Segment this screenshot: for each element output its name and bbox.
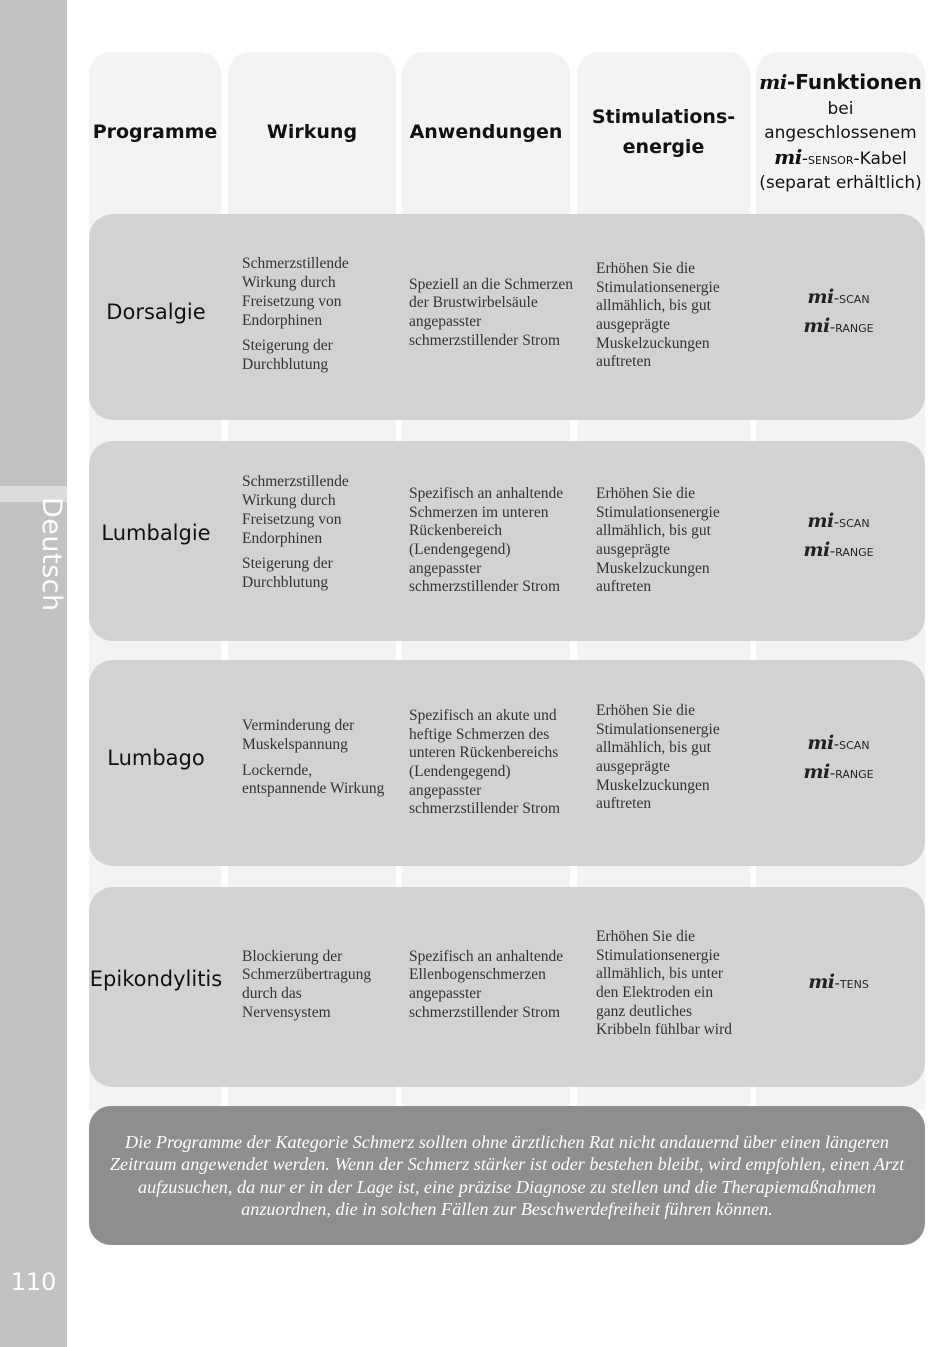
warning-note-text: Die Programme der Kategorie Schmerz sollten ohne ärztlichen Rat nicht andauernd über einen längeren Zeitraum angewendet werden. Wenn der Schmerz stärker ist oder bestehen bleibt, wird empfohlen, einen Arzt aufzusuchen, da nur er in der Lage ist, eine präzise Diagnose zu stellen und die Therapiemaßnahmen anzuordnen, die in solchen Fällen zur Beschwerdefreiheit führen können. bbox=[109, 1131, 905, 1219]
mi-logo-icon: mi bbox=[803, 539, 830, 561]
mi-logo-icon: mi bbox=[807, 286, 834, 308]
mi-funktionen-cell bbox=[752, 441, 925, 631]
language-label: Deutsch bbox=[36, 496, 67, 612]
mi-logo-icon: mi bbox=[759, 70, 787, 94]
wirkung-cell: Schmerzstillende Wirkung durch Freisetzung von Endorphinen Steigerung der Durchblutung bbox=[242, 255, 349, 373]
wirkung-cell: Verminderung der Muskelspannung Lockernde, entspannende Wirkung bbox=[242, 717, 385, 798]
program-name: Lumbago bbox=[107, 746, 205, 770]
mi-logo-icon: mi bbox=[807, 510, 834, 532]
stimulationsenergie-cell: Erhöhen Sie die Stimulationsenergie allmählich, bis gut ausgeprägte Muskelzuckungen auftreten bbox=[596, 484, 720, 596]
header-stimulationsenergie-line1: Stimulations- bbox=[591, 106, 736, 128]
header-stimulationsenergie bbox=[577, 52, 750, 212]
table-row bbox=[89, 441, 925, 641]
wirkung-cell: Blockierung der Schmerzübertragung durch das Nervensystem bbox=[242, 947, 372, 1021]
header-wirkung: Wirkung bbox=[266, 121, 358, 143]
warning-note bbox=[89, 1106, 925, 1245]
sidebar bbox=[0, 0, 67, 1347]
program-name: Lumbalgie bbox=[101, 521, 211, 545]
stimulationsenergie-cell: Erhöhen Sie die Stimulationsenergie allmählich, bis gut ausgeprägte Muskelzuckungen auftreten bbox=[596, 259, 720, 371]
mi-funktionen-cell bbox=[752, 887, 925, 1077]
mi-function-item: mi-scan bbox=[807, 510, 870, 532]
mi-funktionen-cell bbox=[752, 214, 925, 410]
mi-function-item: mi-range bbox=[803, 315, 874, 337]
table-row bbox=[89, 660, 925, 866]
anwendungen-cell: Spezifisch an anhaltende Schmerzen im unteren Rückenbereich (Lendengegend) angepasster schmerzstillender Strom bbox=[409, 484, 564, 596]
program-name: Epikondylitis bbox=[89, 967, 223, 991]
mi-logo-icon: mi bbox=[803, 761, 830, 783]
mi-logo-icon: mi bbox=[803, 315, 830, 337]
mi-function-item: mi-tens bbox=[808, 970, 869, 993]
anwendungen-cell: Speziell an die Schmerzen der Brustwirbelsäule angepasster schmerzstillender Strom bbox=[409, 275, 573, 349]
mi-funktionen-cell bbox=[752, 660, 925, 856]
header-separat: (separat erhältlich) bbox=[759, 173, 922, 193]
wirkung-cell: Schmerzstillende Wirkung durch Freisetzung von Endorphinen Steigerung der Durchblutung bbox=[242, 473, 349, 591]
header-mi-funktionen-label: -Funktionen bbox=[786, 70, 922, 94]
mi-function-item: mi-range bbox=[803, 761, 874, 783]
header-anwendungen: Anwendungen bbox=[409, 121, 563, 143]
table-row bbox=[89, 214, 925, 420]
stimulationsenergie-cell: Erhöhen Sie die Stimulationsenergie allmählich, bis gut ausgeprägte Muskelzuckungen auftreten bbox=[596, 701, 720, 813]
anwendungen-cell: Spezifisch an akute und heftige Schmerzen des unteren Rückenbereichs (Lendengegend) angepasster schmerzstillender Strom bbox=[409, 706, 561, 818]
stimulationsenergie-cell: Erhöhen Sie die Stimulationsenergie allmählich, bis unter den Elektroden ein ganz deutliches Kribbeln fühlbar wird bbox=[596, 927, 733, 1039]
table-row bbox=[89, 887, 925, 1087]
header-mi-funktionen-title bbox=[759, 67, 922, 97]
program-name: Dorsalgie bbox=[106, 300, 206, 324]
mi-logo-icon: mi bbox=[808, 970, 835, 993]
header-angeschlossenem: angeschlossenem bbox=[764, 123, 917, 143]
header-mi-funktionen bbox=[756, 56, 925, 206]
anwendungen-cell: Spezifisch an anhaltende Ellenbogenschmerzen angepasster schmerzstillender Strom bbox=[409, 947, 564, 1021]
mi-logo-icon: mi bbox=[774, 145, 802, 169]
mi-logo-icon: mi bbox=[807, 732, 834, 754]
mi-function-item: mi-scan bbox=[807, 286, 870, 308]
header-programme: Programme bbox=[92, 121, 218, 143]
sensor-label: sensor bbox=[808, 150, 854, 168]
header-stimulationsenergie-line2: energie bbox=[622, 136, 705, 158]
mi-function-item: mi-range bbox=[803, 539, 874, 561]
page-number: 110 bbox=[10, 1268, 57, 1296]
header-bei: bei bbox=[827, 99, 854, 119]
header-mi-sensor-kabel: mi-sensor-Kabel bbox=[774, 145, 907, 169]
mi-function-item: mi-scan bbox=[807, 732, 870, 754]
